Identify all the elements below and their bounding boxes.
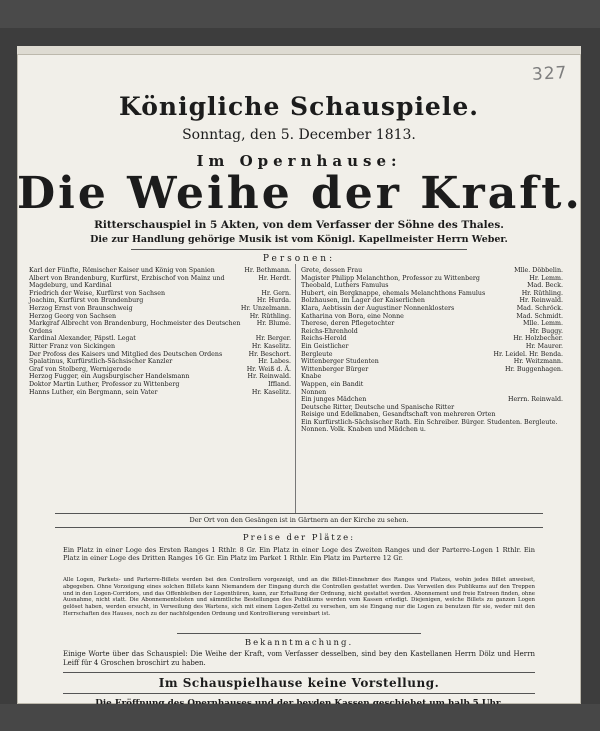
cast-role: Nonnen [301,388,327,396]
cast-row [301,290,563,298]
cast-role: Hubert, ein Bergknappe, ehemals Melanchthons Famulus [301,289,486,297]
cast-row [29,297,291,305]
cast-role: Ein Geistlicher [301,342,349,350]
cast-role: Ein junges Mädchen [301,396,367,404]
cast-role: Klara, Aebtissin der Augustiner Nonnenklosters [301,304,455,312]
cast-role: Graf von Stolberg, Wernigerode [29,365,132,373]
cast-actor: Hr. Kaselitz. [251,388,291,396]
cast-actor: Hr. Beschort. [248,350,291,358]
cast-actor: Hr. Hurda. [256,297,291,305]
cast-row [29,313,291,321]
cast-role: Nonnen. Volk. Knaben und Mädchen u. [301,426,426,434]
cast-actor: Hr. Maurer. [525,342,563,350]
cast-role: Bolzhausen, im Lager der Kaiserlichen [301,297,425,305]
cast-row [301,282,563,290]
cast-row [29,358,291,366]
cast-list-right [301,267,563,434]
cast-role: Kardinal Alexander, Päpstl. Legat [29,335,136,343]
cast-row [301,351,563,359]
cast-row [301,419,563,427]
prices-text: Ein Platz in einer Loge des Ersten Ranges 1 Rthlr. 8 Gr. Ein Platz in einer Loge des Zweiten Ranges und der Parterre-Logen 1 Rthlr. Ein Platz in einer Loge des Dritten Ranges 16 Gr. Ein Platz im Parket 1 Rthlr. Ein Platz im Parterre 12 Gr. [63,546,535,562]
cast-role: Katharina von Bora, eine Nonne [301,312,404,320]
cast-actor: Hr. Unzelmann. [240,304,291,312]
cast-actor: Hr. Reinwald. [519,297,563,305]
divider [55,527,543,528]
cast-role: Karl der Fünfte, Römischer Kaiser und König von Spanien [29,267,215,274]
cast-actor: Hr. Weitzmann. [513,358,563,366]
cast-actor: Hr. Bethmann. [244,267,291,274]
cast-row [301,404,563,412]
cast-actor: Hr. Berger. [255,335,291,343]
cast-list-left [29,267,291,396]
cast-role: Friedrich der Weise, Kurfürst von Sachsen [29,289,166,297]
cast-row [29,290,291,298]
cast-row [301,328,563,336]
cast-role: Knabe [301,373,322,381]
cast-row [29,389,291,397]
cast-actor: Hr. Labes. [258,358,291,366]
cast-actor: Hr. Lemm. [529,274,563,282]
cast-actor: Mad. Beck. [527,282,563,290]
cast-actor: Mlle. Döbbelin. [514,267,563,274]
cast-row [301,343,563,351]
divider [63,693,535,694]
play-subtitle: Ritterschauspiel in 5 Akten, von dem Verfasser der Söhne des Thales. [94,219,504,231]
cast-row [301,320,563,328]
cast-role: Der Profoss des Kaisers und Mitglied des Deutschen Ordens [29,350,223,358]
divider [131,249,467,250]
cast-actor: Hr. Herdt. [258,274,291,282]
cast-role: Grete, dessen Frau [301,267,363,274]
cast-actor: Hr. Rüthling. [249,312,291,320]
cast-role: Reichs-Herold [301,335,347,343]
cast-row [301,366,563,374]
divider [55,513,543,514]
cast-row [301,381,563,389]
play-title: Die Weihe der Kraft. [17,168,583,219]
cast-heading: Personen: [262,254,336,264]
prices-heading: Preise der Plätze: [242,533,356,543]
cast-actor: Hr. Buggenhagen. [505,365,563,373]
cast-role: Hanns Luther, ein Bergmann, sein Vater [29,388,158,396]
cast-actor: Hr. Blume. [256,320,291,328]
cast-row [301,396,563,404]
announcement-heading: Bekanntmachung. [244,638,354,648]
cast-actor: Mad. Schmidt. [516,312,563,320]
cast-actor: Iffland. [268,380,291,388]
cast-actor: Hr. Weiß d. Ä. [246,365,291,373]
cast-role: Magister Philipp Melanchthon, Professor zu Wittenberg [301,274,480,282]
cast-role: Bergleute [301,350,333,358]
cast-role: Doktor Martin Luther, Professor zu Wittenberg [29,380,180,388]
cast-role: Reichs-Ehrenhold [301,327,358,335]
cast-actor: Mad. Schröck. [516,304,563,312]
cast-role: Herzog Ernst von Braunschweig [29,304,133,312]
cast-row [301,426,563,434]
scene-note: Der Ort von den Gesängen ist in Gärtnern an der Kirche zu sehen. [189,516,409,524]
cast-role: Joachim, Kurfürst von Brandenburg [29,297,144,305]
cast-actor: Hr. Holzbecher. [513,335,563,343]
cast-row [301,297,563,305]
archive-shelfmark: 327 [531,63,568,85]
performance-date: Sonntag, den 5. December 1813. [182,127,416,143]
cast-row [301,389,563,397]
cast-role: Albert von Brandenburg, Kurfürst, Erzbischof von Mainz und Magdeburg, und Kardinal [29,274,225,290]
theatre-name: Königliche Schauspiele. [119,92,479,121]
cast-role: Ein Kurfürstlich-Sächsischer Rath. Ein Schreiber. Bürger. Studenten. Bergleute. [301,418,558,426]
cast-row [29,351,291,359]
cast-role: Reisige und Edelknaben, Gesandtschaft von mehreren Orten [301,411,496,419]
cast-role: Ritter Franz von Sickingen [29,342,116,350]
music-credit: Die zur Handlung gehörige Musik ist vom Königl. Kapellmeister Herrn Weber. [90,234,508,245]
cast-row [301,305,563,313]
cast-row [29,366,291,374]
cast-row [301,358,563,366]
cast-role: Wittenberger Studenten [301,358,379,366]
cast-row [301,373,563,381]
announcement-text: Einige Worte über das Schauspiel: Die Weihe der Kraft, vom Verfasser desselben, sind bey den Kastellanen Herrn Dölz und Herrn Leiff für 4 Groschen broschirt zu haben. [63,650,535,667]
cast-row [29,305,291,313]
cast-role: Wappen, ein Bandit [301,380,364,388]
cast-row [29,275,291,290]
divider [63,672,535,673]
cast-actor: Mlle. Lemm. [522,320,563,328]
cast-actor: Hr. Leidel. Hr. Benda. [493,350,563,358]
ticket-rules: Alle Logen, Parkets- und Parterre-Billets werden bei den Controllern vorgezeigt, und an die Billet-Einnehmer des Ranges und Platzes, wohin jedes Billet anweiset, abgegeben. Ohne Vorzeigung eines solchen Billets kann Niemandem der Eingang durch die Controllen gestattet werden. Das Verweilen des Publikums auf den Treppen und in den Logen-Corridors, und das Offenbleiben der Logenthüren, kann, zur Erhaltung der Ordnung, nicht gestattet werden. Abonnement und freie Entreen finden, ohne Ausnahme, nicht statt. Die Abonnementslisten und sämmtliche Bestellungen des Publikums werden vom Kassen erledigt. Diejenigen, welche Billets zu ganzen Logen gelöset haben, werden ersucht, in Verweilung des Wartens, sich mit einem Logen-Zettel zu versehen, um sie Eingang nur die Logen zu benutzen für sie, weder mit den Herrschaften des Hauses, noch zu der nachfolgenden Ordnung und Kontrollierung vereinbart ist. [63,577,535,617]
cast-actor: Hr. Reinwald. [247,373,291,381]
cast-role: Herzog Fugger, ein Augsburgischer Handelsmann [29,373,190,381]
cast-row [301,313,563,321]
cast-row [29,267,291,275]
cast-row [29,320,291,335]
cast-actor: Herrn. Reinwald. [507,396,563,404]
cast-actor: Hr. Buggy. [529,327,563,335]
cast-row [301,267,563,275]
cast-role: Therese, deren Pflegetochter [301,320,395,328]
cast-row [29,343,291,351]
column-divider [295,264,296,514]
cast-row [29,373,291,381]
cast-role: Wittenberger Bürger [301,365,369,373]
cast-actor: Hr. Rüthling. [521,289,563,297]
divider [177,633,421,634]
cast-role: Herzog Georg von Sachsen [29,312,117,320]
cast-actor: Hr. Kaselitz. [251,342,291,350]
scan-border-bottom [0,704,600,731]
cast-row [29,335,291,343]
cast-row [301,411,563,419]
schauspielhaus-notice: Im Schauspielhause keine Vorstellung. [158,676,440,690]
playbill-page [17,54,581,704]
cast-row [301,335,563,343]
cast-row [29,381,291,389]
cast-role: Deutsche Ritter, Deutsche und Spanische Ritter [301,403,455,411]
scan-border-top [0,0,600,28]
cast-role: Spalatinus, Kurfürstlich-Sächsischer Kanzler [29,358,173,366]
cast-role: Markgraf Albrecht von Brandenburg, Hochmeister des Deutschen Ordens [29,320,241,335]
cast-row [301,275,563,283]
venue: Im Opernhause: [196,152,402,170]
cast-actor: Hr. Gern. [261,289,291,297]
cast-role: Theobald, Luthers Famulus [301,282,389,290]
